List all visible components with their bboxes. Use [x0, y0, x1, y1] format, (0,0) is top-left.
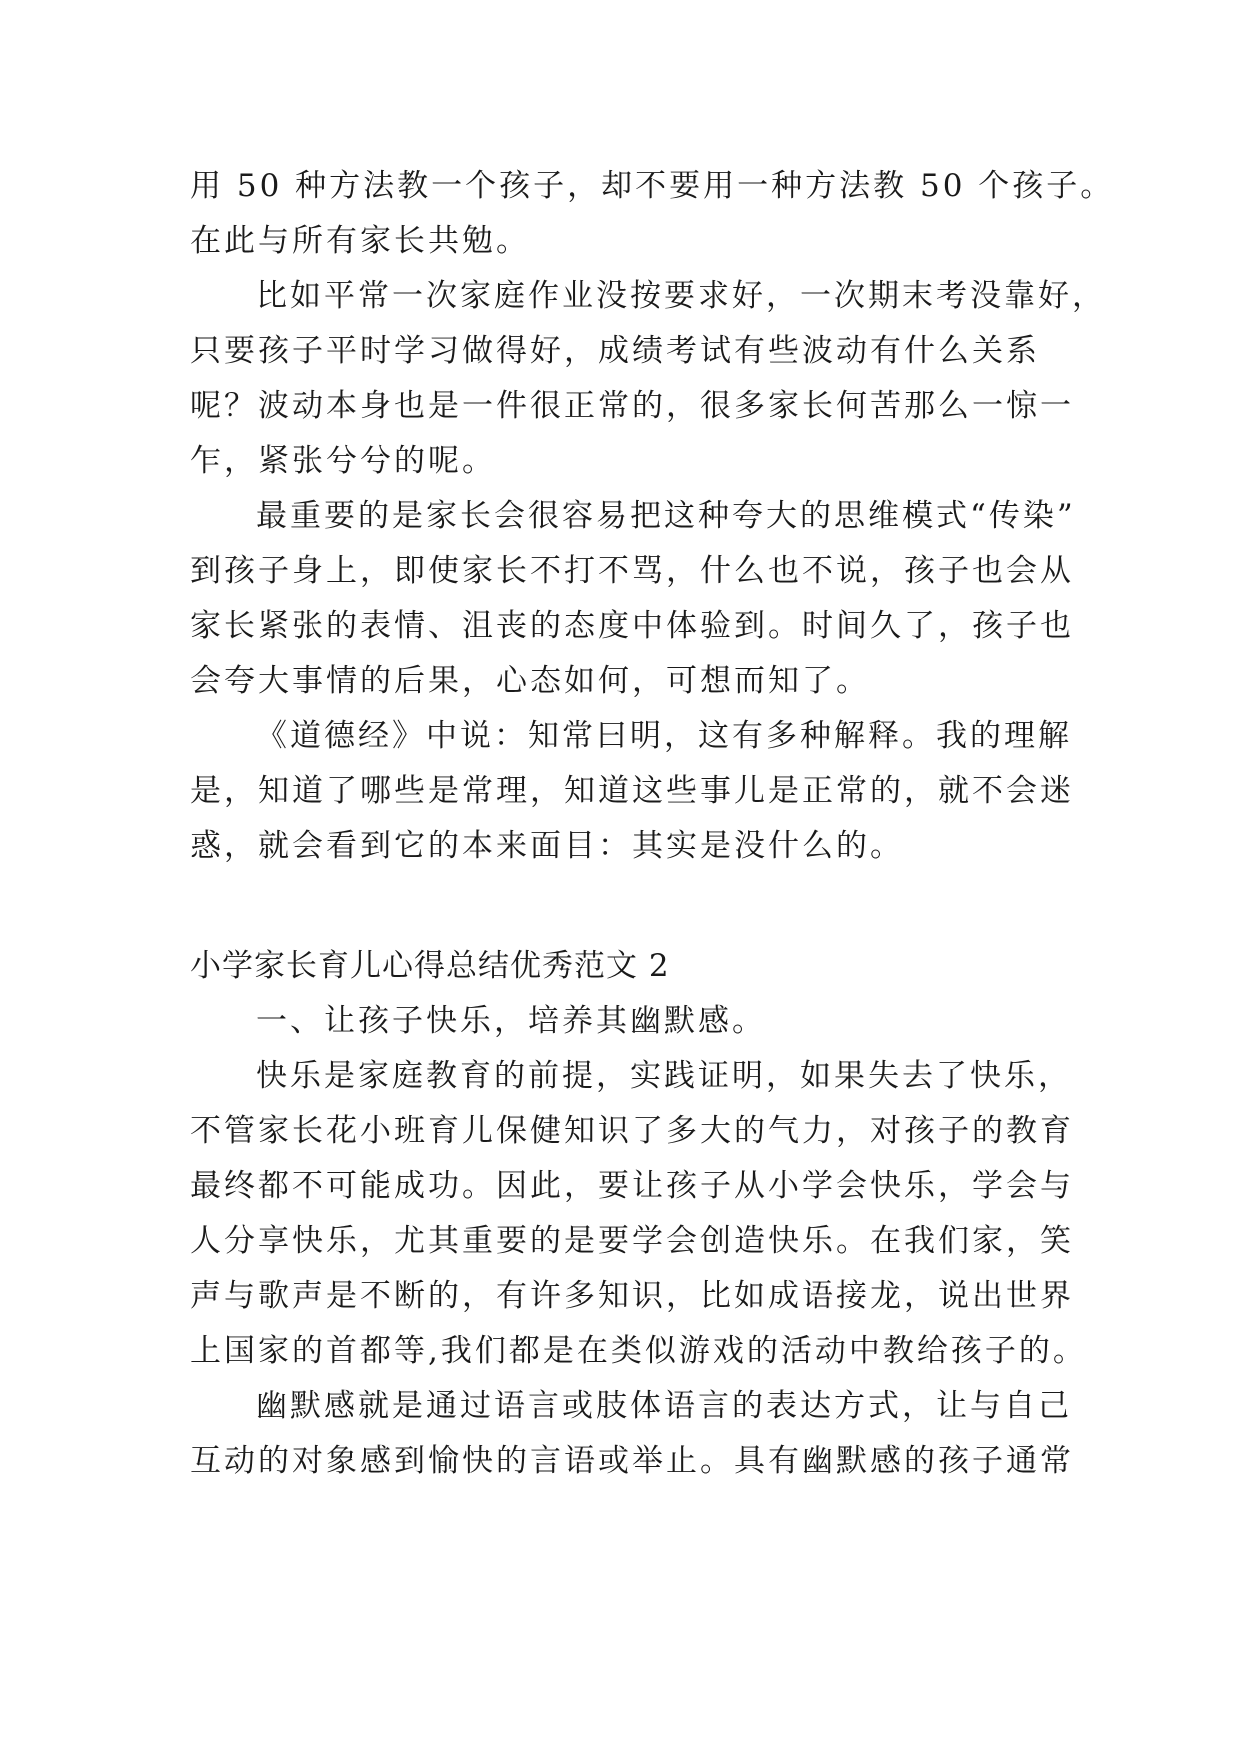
text-line: 人分享快乐，尤其重要的是要学会创造快乐。在我们家，笑 — [190, 1223, 1074, 1259]
text-line: 不管家长花小班育儿保健知识了多大的气力，对孩子的教育 — [190, 1113, 1074, 1149]
text-line: 在此与所有家长共勉。 — [190, 223, 530, 259]
text-line: 乍，紧张兮兮的呢。 — [190, 443, 496, 479]
section-title: 小学家长育儿心得总结优秀范文 2 — [190, 948, 670, 984]
text-line: 互动的对象感到愉快的言语或举止。具有幽默感的孩子通常 — [190, 1443, 1074, 1479]
text-line: 比如平常一次家庭作业没按要求好，一次期末考没靠好， — [256, 278, 1106, 314]
text-line: 家长紧张的表情、沮丧的态度中体验到。时间久了，孩子也 — [190, 608, 1074, 644]
text-line: 用 50 种方法教一个孩子，却不要用一种方法教 50 个孩子。 — [190, 168, 1115, 204]
text-line: 惑，就会看到它的本来面目：其实是没什么的。 — [190, 828, 904, 864]
text-line: 呢？波动本身也是一件很正常的，很多家长何苦那么一惊一 — [190, 388, 1074, 424]
text-line: 声与歌声是不断的，有许多知识，比如成语接龙，说出世界 — [190, 1278, 1074, 1314]
text-line: 《道德经》中说：知常曰明，这有多种解释。我的理解 — [256, 718, 1072, 754]
text-line: 到孩子身上，即使家长不打不骂，什么也不说，孩子也会从 — [190, 553, 1074, 589]
text-line: 只要孩子平时学习做得好，成绩考试有些波动有什么关系 — [190, 333, 1040, 369]
text-line: 上国家的首都等,我们都是在类似游戏的活动中教给孩子的。 — [190, 1333, 1087, 1369]
text-line: 最重要的是家长会很容易把这种夸大的思维模式“传染” — [256, 498, 1076, 534]
subheading: 一、让孩子快乐，培养其幽默感。 — [256, 1003, 766, 1039]
text-line: 最终都不可能成功。因此，要让孩子从小学会快乐，学会与 — [190, 1168, 1074, 1204]
text-line: 幽默感就是通过语言或肢体语言的表达方式，让与自己 — [256, 1388, 1072, 1424]
text-line: 快乐是家庭教育的前提，实践证明，如果失去了快乐， — [256, 1058, 1072, 1094]
text-line: 是，知道了哪些是常理，知道这些事儿是正常的，就不会迷 — [190, 773, 1074, 809]
text-line: 会夸大事情的后果，心态如何，可想而知了。 — [190, 663, 870, 699]
